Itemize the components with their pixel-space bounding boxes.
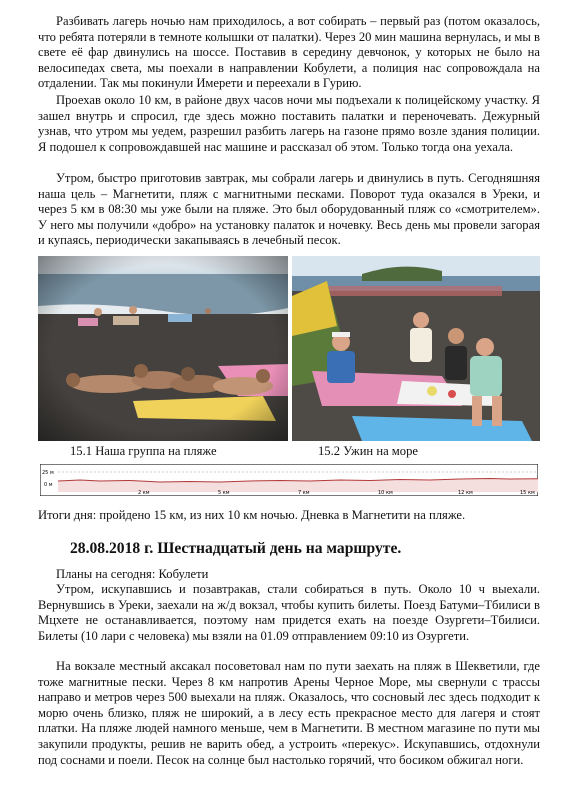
x-label-5km: 5 км [218, 490, 230, 496]
x-label-15km: 15 км [520, 490, 535, 496]
dinner-photo-image [292, 256, 540, 441]
paragraph-police-station: Проехав около 10 км, в районе двух часов ночи мы подъехали к полицейскому участку. Я зашел внутрь и спросил, где здесь можно поставить палатки и переночевать. Дежурный узнав, что утром мы уедем, разрешил разбить лагерь на газоне прямо возле здания полиции. Я подошел к сопровождавшей нас машине и рассказал об этом. Только тогда она уехала. [38, 93, 540, 154]
day-heading: 28.08.2018 г. Шестнадцатый день на маршруте. [70, 540, 402, 557]
photo-dinner-at-sea [292, 256, 540, 441]
paragraph-magnetiti-beach: Утром, быстро приготовив завтрак, мы собрали лагерь и двинулись в путь. Сегодняшняя наша цель – Магнетити, пляж с магнитными песками. Поворот туда оказался в Уреки, и через 5 км в 08:30 мы уже были на пляже. Это был оборудованный пляж со «смотрителем». У него мы получили «добро» на установку палаток и ночевку. Весь день мы провели загорая и купаясь, периодически закапываясь в лечебный песок. [38, 171, 540, 248]
y-label-0: 0 м [44, 482, 53, 488]
x-label-10km: 10 км [378, 490, 393, 496]
photo-caption-dinner: 15.2 Ужин на море [318, 444, 418, 458]
day-plan: Планы на сегодня: Кобулети [56, 567, 209, 581]
photo-caption-group: 15.1 Наша группа на пляже [70, 444, 217, 458]
x-label-7km: 7 км [298, 490, 310, 496]
x-label-2km: 2 км [138, 490, 150, 496]
beach-photo-image [38, 256, 288, 441]
elevation-profile [40, 464, 538, 496]
x-label-12km: 12 км [458, 490, 473, 496]
photo-group-on-beach [38, 256, 288, 441]
paragraph-night-departure: Разбивать лагерь ночью нам приходилось, а вот собирать – первый раз (потом оказалось, что ребята потеряли в темноте колышки от палатки). Через 20 мин машина вернулась, и мы в свете её фар двинулись на шоссе. Поставив в середину девчонок, у которых не было на велосипедах света, мы поехали в направлении Кобулети, а полиция нас сопровождала на отдалении. Так мы покинули Имерети и переехали в Гурию. [38, 14, 540, 91]
day-summary: Итоги дня: пройдено 15 км, из них 10 км ночью. Дневка в Магнетити на пляже. [38, 508, 466, 522]
y-label-25: 25 м [42, 470, 54, 476]
paragraph-shekvetili: На вокзале местный аксакал посоветовал нам по пути заехать на пляж в Шекветили, где тоже магнитные пески. Через 8 км напротив Арены Черное Море, мы свернули с трассы направо и метров через 500 выехали на пляж. Оказалось, что сосновый лес здесь подходит к морю очень близко, пляж не широкий, а в лесу есть прекрасное место для лагеря и стоят платки. На пляже людей намного меньше, чем в Магнетити. В местном магазине по пути мы закупили продукты, решив не варить обед, а устроить «перекус». Искупавшись, отдохнули под соснами и поели. Песок на солнце был настолько горячий, что босиком обжигал ноги. [38, 659, 540, 767]
paragraph-train-tickets: Утром, искупавшись и позавтракав, стали собираться в путь. Около 10 ч выехали. Вернувшись в Уреки, заехали на ж/д вокзал, чтобы купить билеты. Поезд Батуми–Тбилиси в Мцхете не останавливается, поэтому нам придется ехать на поезде Озургети–Тбилиси. Билеты (10 лари с человека) мы взяли на 01.09 отправлением 09:10 из Озургети. [38, 582, 540, 643]
